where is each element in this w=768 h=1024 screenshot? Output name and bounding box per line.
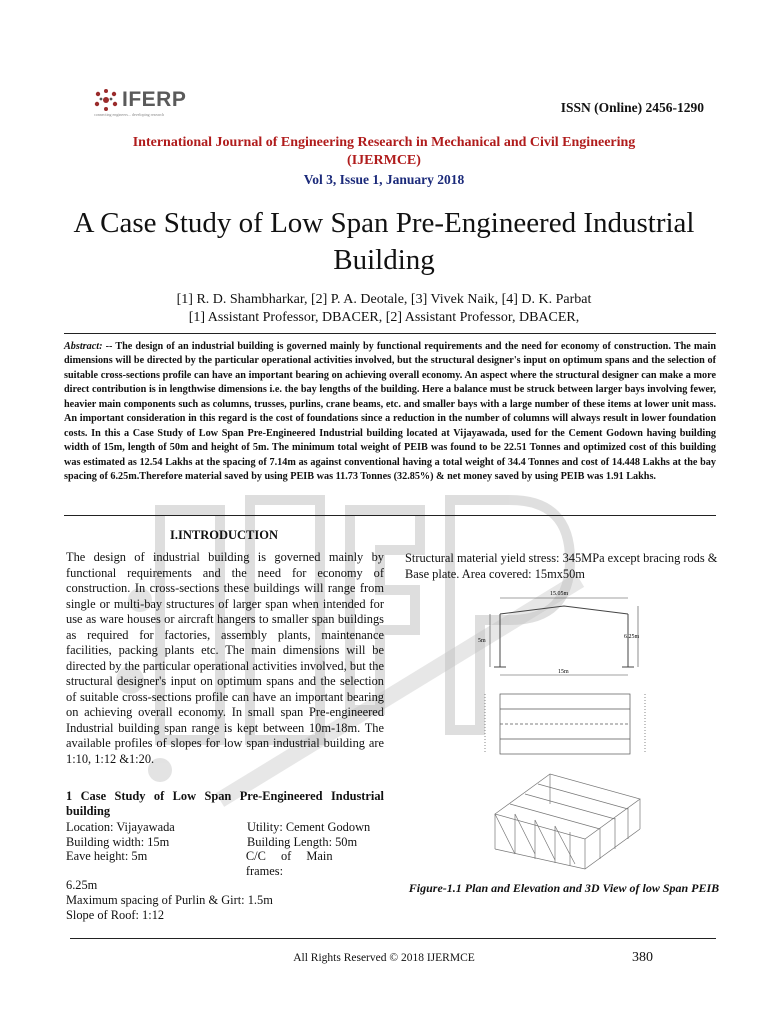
fact-utility: Utility: Cement Godown: [247, 820, 371, 834]
logo-emblem-icon: [92, 88, 120, 112]
journal-title: International Journal of Engineering Research in Mechanical and Civil Engineering: [132, 135, 636, 150]
plan-view: [485, 694, 645, 754]
issn: ISSN (Online) 2456-1290: [560, 100, 704, 115]
volume-issue: Vol 3, Issue 1, January 2018: [303, 172, 465, 187]
logo-text: IFERP: [122, 88, 187, 111]
page-number: 380: [632, 950, 653, 965]
fact-slope: Slope of Roof: 1:12: [66, 907, 165, 922]
figure-caption: Figure-1.1 Plan and Elevation and 3D View of low Span PEIB: [408, 881, 720, 895]
label-5m: 5m: [478, 638, 486, 644]
fact-cc: C/C of Main frames:: [245, 849, 333, 878]
copyright: All Rights Reserved © 2018 IJERMCE: [293, 952, 475, 964]
fact-width: Building width: 15m: [66, 834, 170, 849]
abstract-text: -- The design of an industrial building is governed mainly by functional requirements and the need for economy of construction. The main dimensions will be directed by the particular operational activities involved, but the structural designer's input on optimum spans and the selection of suitable cross-sections profile can have an important bearing on achieving overall economy. An aspect where the structural designer can make a more direct contribution is in lengthwise dimensions i.e. the bay lengths of the building. Here a balance must be struck between larger bays involving fewer, heavier main components such as columns, trusses, purlins, crane beams, etc. and smaller bays with a large number of these items at lower unit mass. An important consideration in this regard is the cost of foundations since a reduction in the number of columns will always result in lower foundation costs. In this a Case Study of Low Span Pre-Engineered Industrial building located at Vijayawada, used for the Cement Godown having building width of 15m, length of 50m and height of 5m. The minimum total weight of PEIB was found to be 22.51 Tonnes and optimized cost of this building was estimated as 12.54 Lakhs at the spacing of 7.14m as against conventional having a total weight of 34.4 Tonnes and cost of 14.448 Lakhs at the bay spacing of 6.25m.Therefore material saved by using PEIB was 11.73 Tonnes (32.85%) & net money saved by using PEIB was 1.91 Lakhs.: [64, 341, 716, 483]
logo-tagline: connecting engineers... developing research: [94, 112, 164, 117]
affiliations: [1] Assistant Professor, DBACER, [2] Assistant Professor, DBACER,: [188, 310, 580, 325]
intro-heading: I.INTRODUCTION: [170, 528, 279, 542]
figure-drawing: [480, 584, 650, 874]
iferp-logo: [92, 86, 202, 120]
paper-title: A Case Study of Low Span Pre-Engineered Industrial Building: [73, 207, 695, 276]
case-study-heading: 1 Case Study of Low Span Pre-Engineered Industrial building: [66, 789, 384, 818]
abstract: [64, 340, 716, 485]
fact-purlin: Maximum spacing of Purlin & Girt: 1.5m: [66, 892, 273, 907]
divider-footer: [70, 938, 716, 939]
abstract-label: Abstract:: [64, 341, 103, 352]
fact-eave: Eave height: 5m: [66, 849, 148, 864]
label-span-top: 15.05m: [550, 591, 569, 597]
fact-cc-value: 6.25m: [66, 878, 98, 893]
divider-bottom: [64, 515, 716, 516]
case-study-facts: [66, 820, 384, 922]
material-text: Structural material yield stress: 345MPa except bracing rods & Base plate. Area covered: 15mx50m: [405, 551, 718, 581]
divider-top: [64, 333, 716, 334]
authors: [1] R. D. Shambharkar, [2] P. A. Deotale, [3] Vivek Naik, [4] D. K. Parbat: [176, 292, 592, 307]
fact-length: Building Length: 50m: [247, 834, 358, 849]
3d-view: [495, 774, 640, 869]
elevation-frame: [490, 598, 638, 675]
journal-abbrev: (IJERMCE): [347, 153, 421, 168]
label-15m: 15m: [558, 669, 569, 675]
fact-location: Location: Vijayawada: [66, 820, 175, 834]
intro-paragraph: The design of industrial building is governed mainly by functional requirements and the need for economy of construction. In cross-sections these buildings will range from single or multi-bay structures of larger span when intended for use as ware houses or aircraft hangers to smaller span buildings as required for factories, assembly plants, maintenance facilities, packing plants etc. The main dimensions will be directed by the particular operational activities involved, but the structural designer's input on optimum spans and the selection of suitable cross-sections profile can have an important bearing on achieving overall economy. In small span Pre-engineered Industrial building span range is kept between 10m-18m. The available profiles of slopes for low span industrial building are 1:10, 1:12 &1:20.: [66, 550, 384, 766]
label-625m: 6.25m: [624, 634, 640, 640]
